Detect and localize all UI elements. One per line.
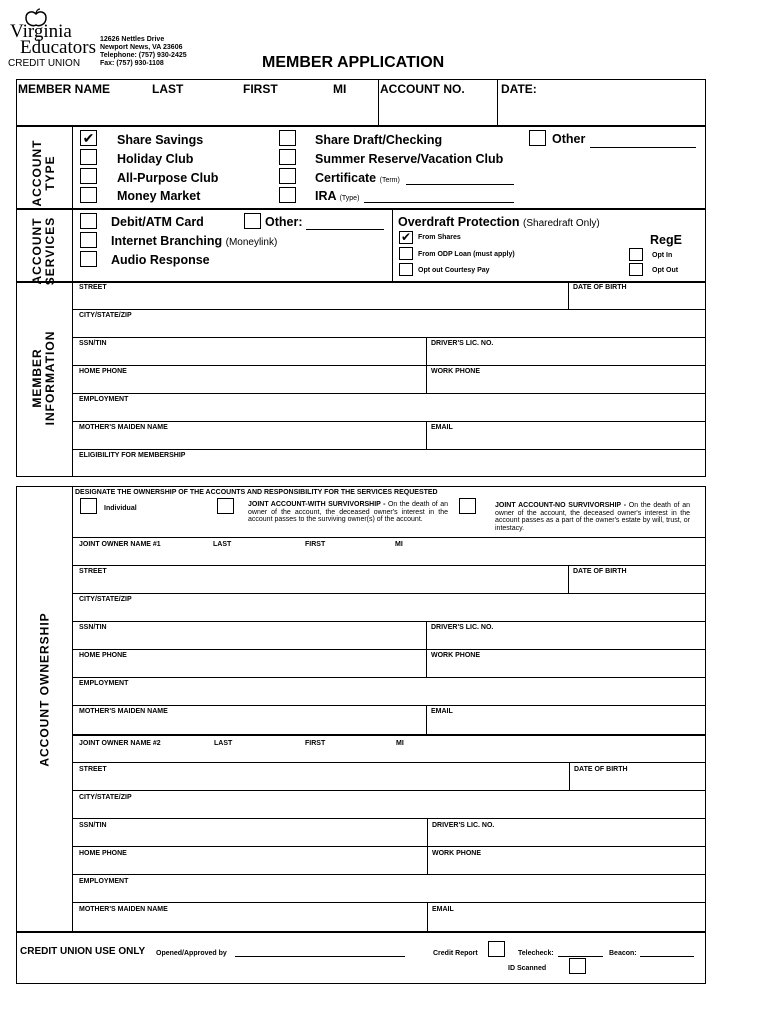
other-service-label: Other: (265, 215, 303, 229)
logo-line-3: CREDIT UNION (8, 58, 81, 69)
opened-approved-label: Opened/Approved by (156, 950, 227, 957)
opened-approved-field[interactable] (235, 956, 405, 957)
joint-1-employment-label: EMPLOYMENT (79, 680, 129, 687)
account-type-section-label: ACCOUNT TYPE (30, 139, 57, 207)
credit-report-checkbox[interactable] (488, 941, 505, 957)
last-name-label: LAST (152, 82, 184, 96)
member-eligibility-label: ELIGIBILITY FOR MEMBERSHIP (79, 452, 186, 459)
joint-1-ssn-label: SSN/TIN (79, 624, 107, 631)
overdraft-note: (Sharedraft Only) (523, 218, 600, 229)
joint-1-dl-label: DRIVER'S LIC. NO. (431, 624, 494, 631)
joint-2-dl-label: DRIVER'S LIC. NO. (432, 822, 495, 829)
joint-no-survivorship-checkbox[interactable] (459, 498, 476, 514)
opt-out-label: Opt Out (652, 267, 679, 274)
credit-union-use-label: CREDIT UNION USE ONLY (20, 946, 146, 957)
ira-checkbox[interactable] (279, 187, 296, 203)
member-home-phone-label: HOME PHONE (79, 368, 127, 375)
address-street: 12626 Nettles Drive (100, 36, 165, 43)
member-email-label: EMAIL (431, 424, 453, 431)
internet-branching-note: (Moneylink) (225, 237, 278, 248)
joint-with-survivorship-checkbox[interactable] (217, 498, 234, 514)
other-type-label: Other (552, 132, 586, 146)
certificate-checkbox[interactable] (279, 168, 296, 184)
joint-owner-1-last-label: LAST (213, 541, 232, 548)
holiday-club-label: Holiday Club (117, 152, 194, 166)
address-city: Newport News, VA 23606 (100, 44, 183, 51)
logo (4, 8, 96, 70)
credit-report-label: Credit Report (433, 950, 478, 957)
member-name-label: MEMBER NAME (18, 82, 110, 96)
account-no-label: ACCOUNT NO. (380, 82, 465, 96)
debit-atm-checkbox[interactable] (80, 213, 97, 229)
page-title: MEMBER APPLICATION (262, 54, 445, 71)
joint-1-street-label: STREET (79, 568, 107, 575)
from-odp-checkbox[interactable] (399, 247, 413, 260)
ira-label: IRA (Type) (315, 189, 360, 203)
joint-2-ssn-label: SSN/TIN (79, 822, 107, 829)
holiday-club-checkbox[interactable] (80, 149, 97, 165)
id-scanned-checkbox[interactable] (569, 958, 586, 974)
all-purpose-club-label: All-Purpose Club (117, 171, 219, 185)
beacon-label: Beacon: (609, 950, 637, 957)
opt-out-checkbox[interactable] (629, 263, 643, 276)
summer-reserve-label: Summer Reserve/Vacation Club (315, 152, 504, 166)
money-market-label: Money Market (117, 189, 201, 203)
member-maiden-label: MOTHER'S MAIDEN NAME (79, 424, 168, 431)
mi-label: MI (333, 82, 347, 96)
member-employment-label: EMPLOYMENT (79, 396, 129, 403)
ira-type-note: (Type) (339, 195, 360, 202)
opt-out-courtesy-label: Opt out Courtesy Pay (418, 267, 490, 274)
logo-line-1: Virginia (10, 21, 72, 42)
joint-1-dob-label: DATE OF BIRTH (573, 568, 627, 575)
joint-owner-1-mi-label: MI (395, 541, 403, 548)
member-info-section-label: MEMBER INFORMATION (30, 330, 57, 426)
telecheck-field[interactable] (558, 956, 603, 957)
joint-1-email-label: EMAIL (431, 708, 453, 715)
joint-2-work-phone-label: WORK PHONE (432, 850, 481, 857)
date-label: DATE: (501, 82, 537, 96)
rege-label: RegE (650, 233, 682, 247)
all-purpose-club-checkbox[interactable] (80, 168, 97, 184)
debit-atm-label: Debit/ATM Card (111, 215, 204, 229)
address-phone: Telephone: (757) 930-2425 (100, 52, 187, 59)
opt-in-label: Opt In (652, 252, 673, 259)
joint-owner-2-last-label: LAST (214, 740, 233, 747)
joint-2-email-label: EMAIL (432, 906, 454, 913)
member-street-label: STREET (79, 284, 107, 291)
certificate-term-field[interactable] (406, 184, 514, 185)
opt-in-checkbox[interactable] (629, 248, 643, 261)
share-savings-label: Share Savings (117, 133, 204, 147)
joint-owner-1-label: JOINT OWNER NAME #1 (79, 541, 161, 548)
joint-2-street-label: STREET (79, 766, 107, 773)
joint-1-city-label: CITY/STATE/ZIP (79, 596, 132, 603)
first-name-label: FIRST (243, 82, 278, 96)
joint-2-home-phone-label: HOME PHONE (79, 850, 127, 857)
internet-branching-label: Internet Branching (Moneylink) (111, 234, 278, 248)
joint-2-city-label: CITY/STATE/ZIP (79, 794, 132, 801)
member-ssn-label: SSN/TIN (79, 340, 107, 347)
joint-1-work-phone-label: WORK PHONE (431, 652, 480, 659)
joint-with-survivorship-text: JOINT ACCOUNT-WITH SURVIVORSHIP - On the death of an owner of the account, the deceased owner's interest in the account passes to the surviving owner(s) of the account. (248, 501, 448, 523)
individual-checkbox[interactable] (80, 498, 97, 514)
member-name-box (16, 79, 706, 126)
summer-reserve-checkbox[interactable] (279, 149, 296, 165)
joint-1-maiden-label: MOTHER'S MAIDEN NAME (79, 708, 168, 715)
certificate-term-note: (Term) (379, 177, 400, 184)
joint-owner-2-first-label: FIRST (305, 740, 326, 747)
other-service-field[interactable] (306, 229, 384, 230)
account-services-section-label: ACCOUNT SERVICES (30, 216, 57, 286)
id-scanned-label: ID Scanned (508, 965, 547, 972)
joint-2-maiden-label: MOTHER'S MAIDEN NAME (79, 906, 168, 913)
share-savings-checkbox[interactable]: ✔ (80, 130, 97, 146)
telecheck-label: Telecheck: (518, 950, 554, 957)
joint-1-home-phone-label: HOME PHONE (79, 652, 127, 659)
audio-response-label: Audio Response (111, 253, 210, 267)
joint-owner-2-mi-label: MI (396, 740, 404, 747)
audio-response-checkbox[interactable] (80, 251, 97, 267)
other-type-field[interactable] (590, 147, 696, 148)
member-dob-label: DATE OF BIRTH (573, 284, 627, 291)
overdraft-label: Overdraft Protection (Sharedraft Only) (398, 215, 600, 229)
opt-out-courtesy-checkbox[interactable] (399, 263, 413, 276)
member-dl-label: DRIVER'S LIC. NO. (431, 340, 494, 347)
joint-owner-2-label: JOINT OWNER NAME #2 (79, 740, 161, 747)
joint-owner-1-first-label: FIRST (305, 541, 326, 548)
member-work-phone-label: WORK PHONE (431, 368, 480, 375)
from-shares-label: From Shares (418, 234, 461, 241)
ownership-section-label: ACCOUNT OWNERSHIP (37, 612, 52, 767)
member-city-label: CITY/STATE/ZIP (79, 312, 132, 319)
ira-type-field[interactable] (364, 202, 514, 203)
share-draft-checkbox[interactable] (279, 130, 296, 146)
address-fax: Fax: (757) 930-1108 (100, 60, 164, 67)
address-block (100, 36, 187, 68)
joint-2-employment-label: EMPLOYMENT (79, 878, 129, 885)
share-draft-label: Share Draft/Checking (315, 133, 443, 147)
other-service-checkbox[interactable] (244, 213, 261, 229)
individual-label: Individual (104, 505, 137, 512)
certificate-label: Certificate (Term) (315, 171, 400, 185)
joint-no-survivorship-text: JOINT ACCOUNT-NO SURVIVORSHIP - On the death of an owner of the account, the deceased owner's interest in the account passes as a part of the owner's estate by will, trust, or intestacy. (495, 502, 690, 532)
beacon-field[interactable] (640, 956, 694, 957)
from-shares-checkbox[interactable]: ✔ (400, 230, 412, 244)
logo-line-2: Educators (20, 37, 96, 58)
joint-2-dob-label: DATE OF BIRTH (574, 766, 628, 773)
internet-branching-checkbox[interactable] (80, 232, 97, 248)
from-odp-label: From ODP Loan (must apply) (418, 251, 515, 258)
credit-union-use-section (16, 932, 706, 984)
money-market-checkbox[interactable] (80, 187, 97, 203)
other-type-checkbox[interactable] (529, 130, 546, 146)
ownership-designate-label: DESIGNATE THE OWNERSHIP OF THE ACCOUNTS AND RESPONSIBILITY FOR THE SERVICES REQUESTED (75, 489, 438, 496)
